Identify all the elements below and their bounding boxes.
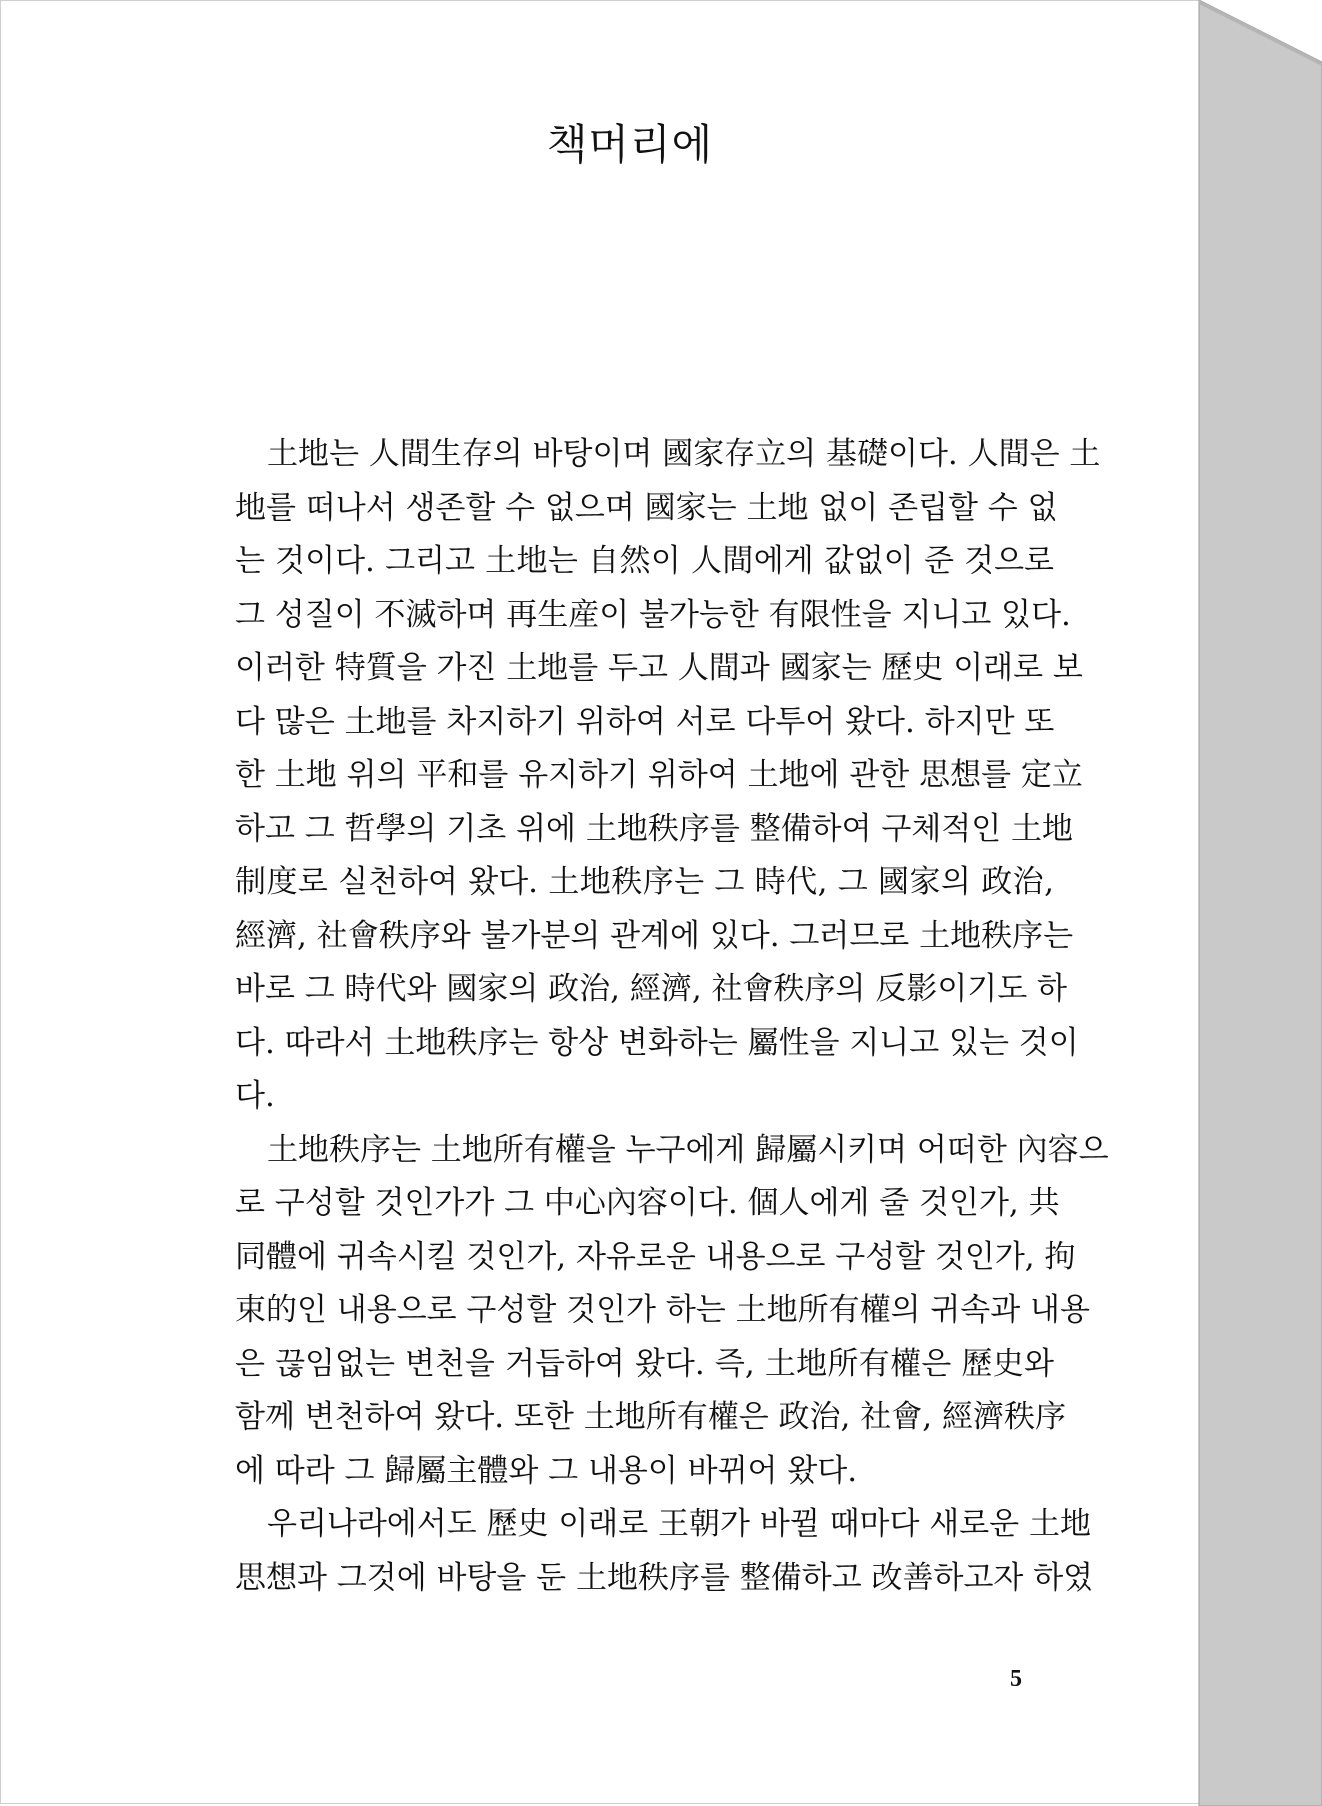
text-line: 制度로 실천하여 왔다. 土地秩序는 그 時代, 그 國家의 政治, xyxy=(235,864,1054,900)
text-line: 束的인 내용으로 구성할 것인가 하는 土地所有權의 귀속과 내용 xyxy=(235,1292,1090,1328)
text-line: 土地는 人間生存의 바탕이며 國家存立의 基礎이다. 人間은 土 xyxy=(267,436,1101,472)
text-line: 土地秩序는 土地所有權을 누구에게 歸屬시키며 어떠한 內容으 xyxy=(267,1131,1109,1168)
text-line: 하고 그 哲學의 기초 위에 土地秩序를 整備하여 구체적인 土地 xyxy=(235,810,1074,847)
text-line: 다 많은 土地를 차지하기 위하여 서로 다투어 왔다. 하지만 또 xyxy=(235,703,1055,740)
paragraph-3 xyxy=(204,1498,1094,1605)
text-line: 는 것이다. 그리고 土地는 自然이 人間에게 값없이 준 것으로 xyxy=(235,543,1054,579)
text-line: 에 따라 그 歸屬主體와 그 내용이 바뀌어 왔다. xyxy=(235,1452,858,1489)
text-line: 로 구성할 것인가가 그 中心內容이다. 個人에게 줄 것인가, 共 xyxy=(235,1185,1060,1221)
text-line: 이러한 特質을 가진 土地를 두고 人間과 國家는 歷史 이래로 보 xyxy=(235,650,1083,686)
text-line: 地를 떠나서 생존할 수 없으며 國家는 土地 없이 존립할 수 없 xyxy=(235,489,1058,526)
page-title: 책머리에 xyxy=(546,120,714,169)
text-line: 다. xyxy=(235,1078,275,1114)
text-line: 그 성질이 不滅하며 再生産이 불가능한 有限性을 지니고 있다. xyxy=(235,596,1071,633)
paragraph-2 xyxy=(204,1124,1109,1499)
text-line: 다. 따라서 土地秩序는 항상 변화하는 屬性을 지니고 있는 것이 xyxy=(235,1024,1079,1061)
text-line: 同體에 귀속시킬 것인가, 자유로운 내용으로 구성할 것인가, 拘 xyxy=(235,1238,1076,1275)
text-line: 우리나라에서도 歷史 이래로 王朝가 바뀔 때마다 새로운 土地 xyxy=(267,1506,1091,1542)
text-line: 함께 변천하여 왔다. 또한 土地所有權은 政治, 社會, 經濟秩序 xyxy=(235,1399,1066,1435)
text-line: 바로 그 時代와 國家의 政治, 經濟, 社會秩序의 反影이기도 하 xyxy=(235,971,1067,1007)
paragraph-1 xyxy=(204,428,1101,1124)
text-line: 思想과 그것에 바탕을 둔 土地秩序를 整備하고 改善하고자 하였 xyxy=(235,1559,1094,1596)
text-line: 經濟, 社會秩序와 불가분의 관계에 있다. 그러므로 土地秩序는 xyxy=(235,917,1074,954)
text-line: 은 끊임없는 변천을 거듭하여 왔다. 즉, 土地所有權은 歷史와 xyxy=(235,1345,1054,1382)
body-text xyxy=(204,428,1109,1605)
text-line: 한 土地 위의 平和를 유지하기 위하여 土地에 관한 思想를 定立 xyxy=(235,757,1083,793)
page-number: 5 xyxy=(1010,1666,1022,1692)
